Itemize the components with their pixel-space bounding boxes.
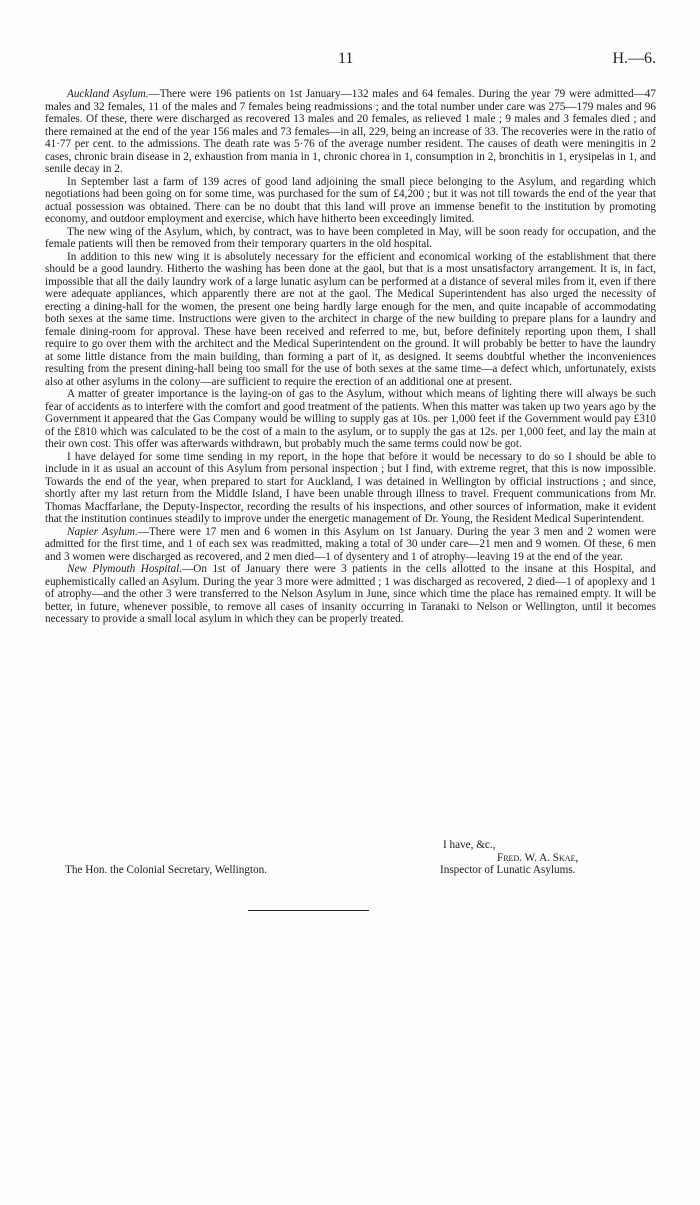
paragraph-farm-purchase <box>45 176 656 226</box>
section-title: Auckland Asylum. <box>67 88 149 100</box>
paragraph-text: I have delayed for some time sending in my report, in the hope that before it would be necessary to do so I should be able to include in it as usual an account of this Asylum from personal inspection ; but I find, with extreme regret, that this is now impossible. Towards the end of the year, when prepared to start for Auckland, I was detained in Wellington by official instructions ; and since, shortly after my last return from the Middle Island, I have been unable through illness to travel. Frequent communications from Mr. Thomas Macffarlane, the Deputy-Inspector, recording the results of his inspections, and other sources of information, make it evident that the institution continues steadily to improve under the energetic management of Dr. Young, the Resident Medical Superintendent. <box>45 450 656 525</box>
section-title: New Plymouth Hospital. <box>67 563 183 575</box>
paragraph-gas-supply <box>45 388 656 451</box>
letter-closing <box>45 839 656 877</box>
signature: Fred. W. A. Skae, <box>497 851 579 864</box>
paragraph-text: A matter of greater importance is the laying-on of gas to the Asylum, without which means of lighting there will always be such fear of accidents as to interfere with the comfort and good treatment of the patients. When this matter was taken up two years ago by the Government it appeared that the Gas Company would be willing to supply gas at 10s. per 1,000 feet if the Government would pay £310 of the £810 which was calculated to be the cost of a main to the asylum, or to supply the gas at 12s. per 1,000 feet, and lay the main at their own cost. This offer was afterwards withdrawn, but probably much the same terms could now be got. <box>45 388 656 450</box>
paragraph-text: —There were 196 patients on 1st January—132 males and 64 females. During the year 79 were admitted—47 males and 32 females, 11 of the males and 7 females being readmissions ; and the total number under care was 275—179 males and 96 females. Of these, there were discharged as recovered 13 males and 20 females, as relieved 1 male ; 9 males and 3 females died ; and there remained at the end of the year 156 males and 73 females—in all, 229, being an increase of 33. The recoveries were in the ratio of 41·77 per cent. to the admissions. The death rate was 5·76 of the average number resident. The causes of death were meningitis in 2 cases, chronic brain disease in 2, exhaustion from mania in 1, chronic chorea in 1, consumption in 2, bronchitis in 1, erysipelas in 1, and senile decay in 2. <box>45 88 656 175</box>
paragraph-new-plymouth-hospital <box>45 563 656 626</box>
report-reference: H.—6. <box>612 50 656 67</box>
page-header <box>0 50 700 72</box>
paragraph-new-wing <box>45 226 656 251</box>
closing-rule <box>248 910 369 911</box>
paragraph-napier-asylum <box>45 526 656 564</box>
paragraph-text: In addition to this new wing it is absolutely necessary for the efficient and economical working of the establishment that there should be a good laundry. Hitherto the washing has been done at the gaol, but that is a most unsatisfactory arrangement. It is, in fact, impossible that all the daily laundry work of a large lunatic asylum can be performed at a distance of several miles from it, even if there were adequate appliances, which apparently there are not at the gaol. The Medical Superintendent has also urged the necessity of erecting a dining-hall for the women, the present one being hardly large enough for the men, and quite incapable of accommodating both sexes at the same time. Instructions were given to the architect in charge of the new building to prepare plans for a laundry and female dining-room for approval. These have been received and referred to me, but, before definitely reporting upon them, I shall require to go over them with the architect and the Medical Superintendent on the ground. It will probably be better to have the laundry at some little distance from the main building, than forming a part of it, as designed. It seems doubtful whether the inconveniences resulting from the present dining-hall being too small for the use of both sexes at the same time—a defect which, unfortunately, exists also at other asylums in the colony—are sufficient to require the erection of an additional one at present. <box>45 250 656 388</box>
signatory-title: Inspector of Lunatic Asylums. <box>440 864 576 876</box>
page-number: 11 <box>338 50 354 67</box>
paragraph-laundry <box>45 251 656 389</box>
paragraph-text: —On 1st of January there were 3 patients in the cells allotted to the insane at this Hospital, and euphemistically called an Asylum. During the year 3 more were admitted ; 1 was discharged as recovered, 2 died—1 of apoplexy and 1 of atrophy—and the other 3 were transferred to the Nelson Asylum in June, since which time the place has remained empty. It will be better, in future, whenever possible, to remove all cases of insanity occurring in Taranaki to Nelson or Wellington, until it becomes necessary to provide a small local asylum in which they can be properly treated. <box>45 563 656 625</box>
report-body <box>45 88 656 626</box>
section-title: Napier Asylum. <box>67 525 138 538</box>
paragraph-text: In September last a farm of 139 acres of good land adjoining the small piece belonging to the Asylum, and regarding which negotiations had been going on for some time, was purchased for the sum of £4,200 ; but it was not till towards the end of the year that actual possession was obtained. There can be no doubt that this land will prove an immense benefit to the institution by promoting economy, and outdoor employment and exercise, which have hitherto been exceedingly limited. <box>45 175 656 225</box>
paragraph-text: The new wing of the Asylum, which, by contract, was to have been completed in May, will be soon ready for occupation, and the female patients will then be removed from their temporary quarters in the old hospital. <box>45 225 656 250</box>
paragraph-report-delay <box>45 451 656 526</box>
paragraph-auckland-asylum <box>45 88 656 176</box>
valediction: I have, &c., <box>443 839 496 851</box>
addressee: The Hon. the Colonial Secretary, Wellington. <box>65 864 267 876</box>
paragraph-text: —There were 17 men and 6 women in this Asylum on 1st January. During the year 3 men and 2 women were admitted for the first time, and 1 of each sex was readmitted, making a total of 30 under care—21 men and 9 women. Of these, 6 men and 3 women were discharged as recovered, and 2 men died—1 of dysentery and 1 of atrophy—leaving 19 at the end of the year. <box>45 525 657 563</box>
